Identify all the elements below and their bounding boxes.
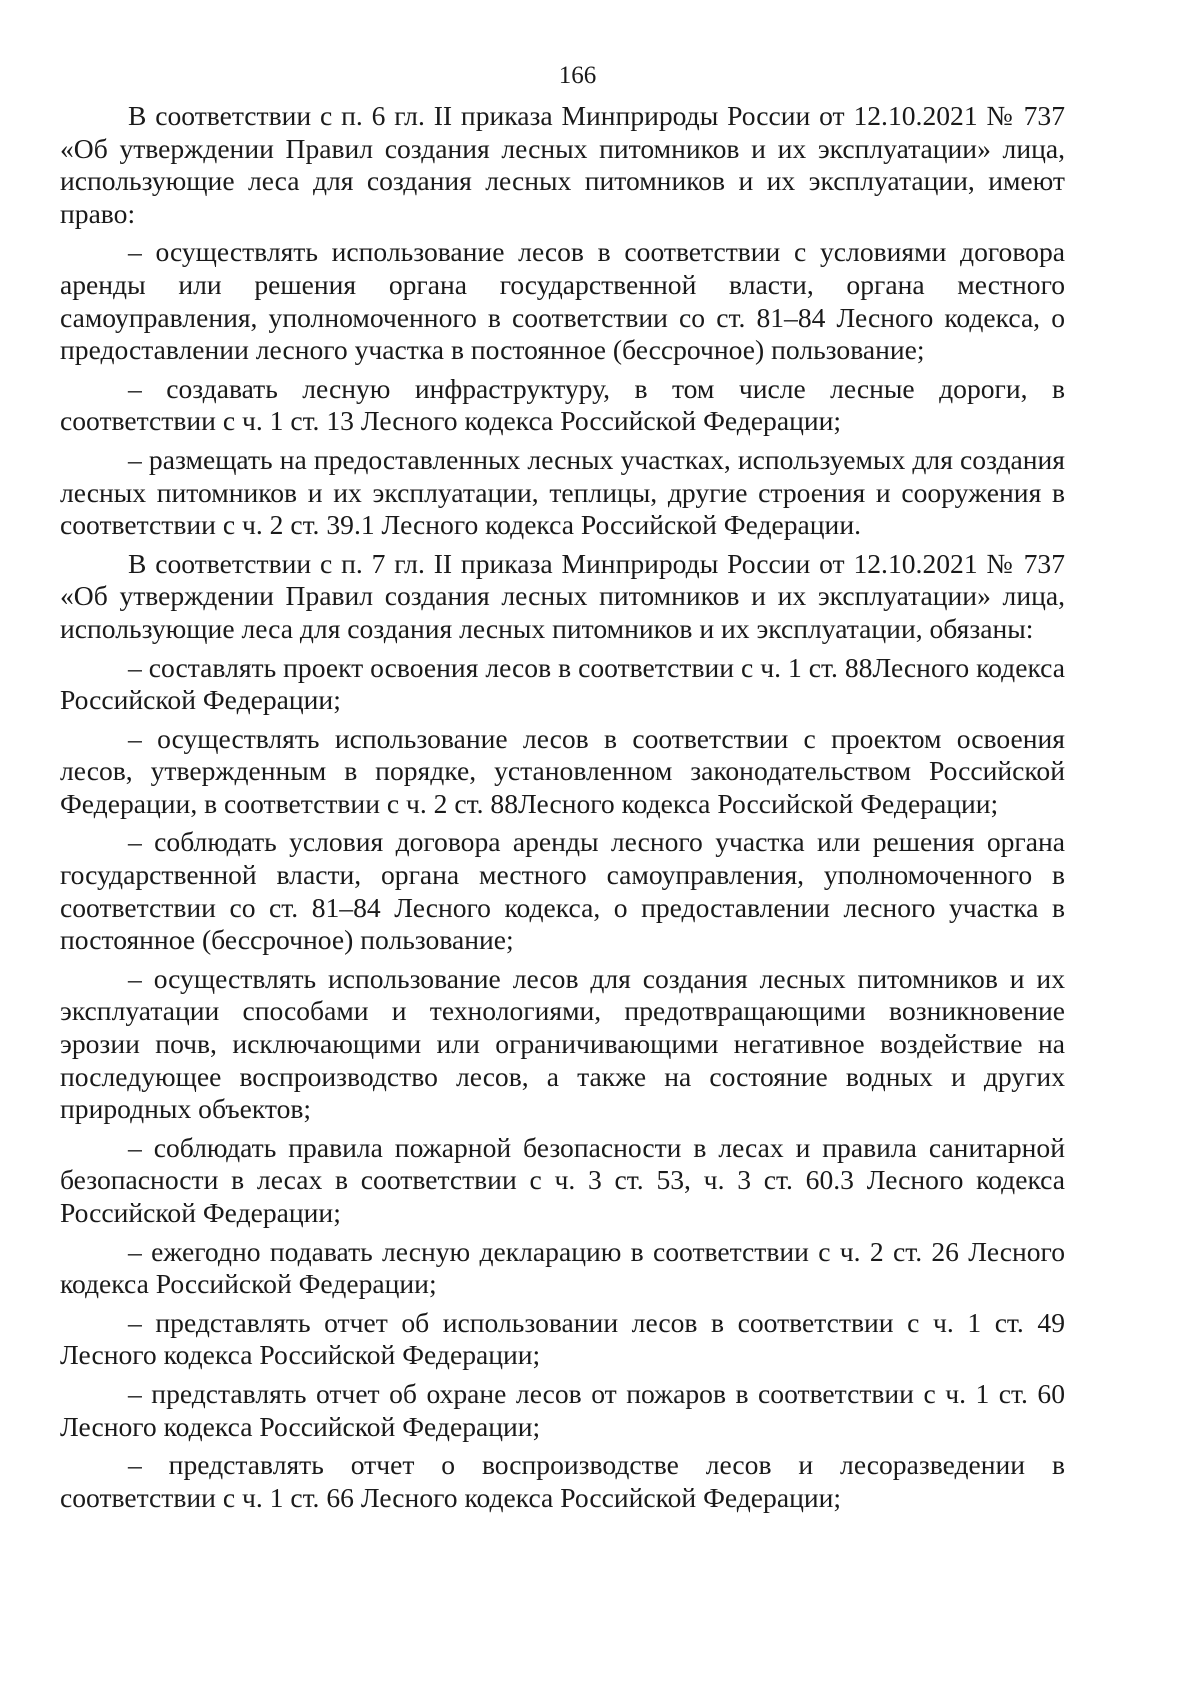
list-item-duty: – осуществлять использование лесов для создания лесных питомников и их эксплуатации способами и технологиями, предотвращающими возникновение эрозии почв, исключающими или ограничивающими негативное воздействие на последующее воспроизводство лесов, а также на состояние водных и других природных объектов;: [60, 962, 1065, 1125]
list-item-right: – создавать лесную инфраструктуру, в том числе лесные дороги, в соответствии с ч. 1 ст. 13 Лесного кодекса Российской Федерации;: [60, 372, 1065, 437]
list-item-duty: – осуществлять использование лесов в соответствии с проектом освоения лесов, утвержденным в порядке, установленном законодательством Российской Федерации, в соответствии с ч. 2 ст. 88Лесного кодекса Российской Федерации;: [60, 722, 1065, 819]
list-item-duty: – соблюдать правила пожарной безопасности в лесах и правила санитарной безопасности в лесах в соответствии с ч. 3 ст. 53, ч. 3 ст. 60.3 Лесного кодекса Российской Федерации;: [60, 1131, 1065, 1228]
paragraph-duties-intro: В соответствии с п. 7 гл. II приказа Минприроды России от 12.10.2021 № 737 «Об утверждении Правил создания лесных питомников и их эксплуатации» лица, использующие леса для создания лесных питомников и их эксплуатации, обязаны:: [60, 547, 1065, 644]
page-number: 166: [558, 62, 597, 89]
paragraph-rights-intro: В соответствии с п. 6 гл. II приказа Минприроды России от 12.10.2021 № 737 «Об утверждении Правил создания лесных питомников и их эксплуатации» лица, использующие леса для создания лесных питомников и их эксплуатации, имеют право:: [60, 100, 1065, 229]
list-item-right: – осуществлять использование лесов в соответствии с условиями договора аренды или решения органа государственной власти, органа местного самоуправления, уполномоченного в соответствии со ст. 81–84 Лесного кодекса, о предоставлении лесного участка в постоянное (бессрочное) пользование;: [60, 236, 1065, 366]
list-item-duty: – представлять отчет об охране лесов от пожаров в соответствии с ч. 1 ст. 60 Лесного кодекса Российской Федерации;: [60, 1377, 1065, 1442]
list-item-duty: – соблюдать условия договора аренды лесного участка или решения органа государственной власти, органа местного самоуправления, уполномоченного в соответствии со ст. 81–84 Лесного кодекса, о предоставлении лесного участка в постоянное (бессрочное) пользование;: [60, 826, 1065, 956]
list-item-duty: – представлять отчет о воспроизводстве лесов и лесоразведении в соответствии с ч. 1 ст. 66 Лесного кодекса Российской Федерации;: [60, 1449, 1065, 1513]
document-page: [60, 60, 1065, 1520]
list-item-duty: – представлять отчет об использовании лесов в соответствии с ч. 1 ст. 49 Лесного кодекса Российской Федерации;: [60, 1306, 1065, 1371]
list-item-duty: – ежегодно подавать лесную декларацию в соответствии с ч. 2 ст. 26 Лесного кодекса Российской Федерации;: [60, 1235, 1065, 1300]
list-item-duty: – составлять проект освоения лесов в соответствии с ч. 1 ст. 88Лесного кодекса Российской Федерации;: [60, 651, 1065, 716]
list-item-right: – размещать на предоставленных лесных участках, используемых для создания лесных питомников и их эксплуатации, теплицы, другие строения и сооружения в соответствии с ч. 2 ст. 39.1 Лесного кодекса Российской Федерации.: [60, 443, 1065, 541]
